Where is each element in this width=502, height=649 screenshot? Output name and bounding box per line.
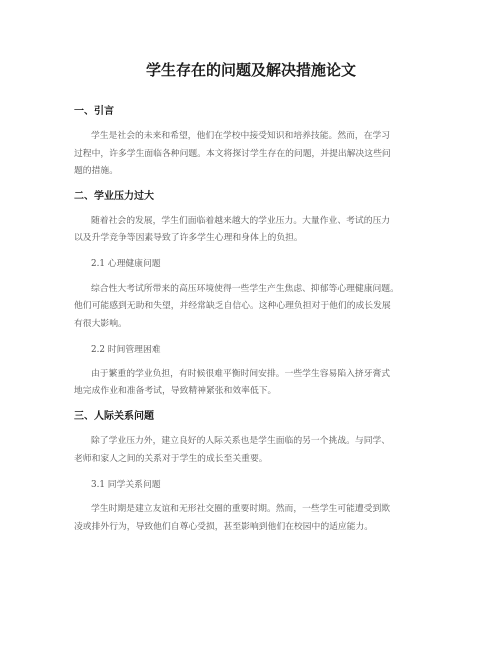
paragraph-line: 综合性大考试所带来的高压环境使得一些学生产生焦虑、抑郁等心理健康问题。 xyxy=(91,284,399,294)
paragraph-line: 地完成作业和准备考试，导致精神紧张和效率低下。 xyxy=(74,386,277,396)
paragraph-line: 以及升学竞争等因素导致了许多学生心理和身体上的负担。 xyxy=(74,233,303,243)
paragraph-line: 凌或排外行为，导致他们自尊心受损，甚至影响到他们在校园中的适应能力。 xyxy=(74,522,374,532)
paragraph-line: 老师和家人之间的关系对于学生的成长至关重要。 xyxy=(74,454,268,464)
subsection-heading-time-management: 2.2 时间管理困难 xyxy=(91,345,161,355)
paragraph-line: 由于繁重的学业负担，有时候很难平衡时间安排。一些学生容易陷入挤牙膏式 xyxy=(91,369,391,379)
paragraph-line: 除了学业压力外，建立良好的人际关系也是学生面临的另一个挑战。与同学、 xyxy=(91,436,391,446)
paragraph-line: 他们可能感到无助和失望，并经常缺乏自信心。这种心理负担对于他们的成长发展 xyxy=(74,301,391,311)
subsection-heading-peer-relations: 3.1 同学关系问题 xyxy=(91,480,161,490)
paragraph-line: 有很大影响。 xyxy=(74,319,127,329)
paragraph-line: 随着社会的发展，学生们面临着越来越大的学业压力。大量作业、考试的压力 xyxy=(91,216,391,226)
paragraph-line: 学生是社会的未来和希望，他们在学校中接受知识和培养技能。然而，在学习 xyxy=(91,131,391,141)
paragraph-line: 学生时期是建立友谊和无形社交圈的重要时期。然而，一些学生可能遭受到欺 xyxy=(91,504,391,514)
section-heading-relationships: 三、人际关系问题 xyxy=(74,411,154,422)
paragraph-line: 题的措施。 xyxy=(74,166,118,176)
subsection-heading-mental-health: 2.1 心理健康问题 xyxy=(91,259,161,269)
document-title: 学生存在的问题及解决措施论文 xyxy=(145,61,356,79)
paragraph-line: 过程中，许多学生面临各种问题。本文将探讨学生存在的问题，并提出解决这些问 xyxy=(74,149,391,159)
section-heading-academic-pressure: 二、学业压力过大 xyxy=(74,191,154,202)
section-heading-intro: 一、引言 xyxy=(74,106,114,117)
